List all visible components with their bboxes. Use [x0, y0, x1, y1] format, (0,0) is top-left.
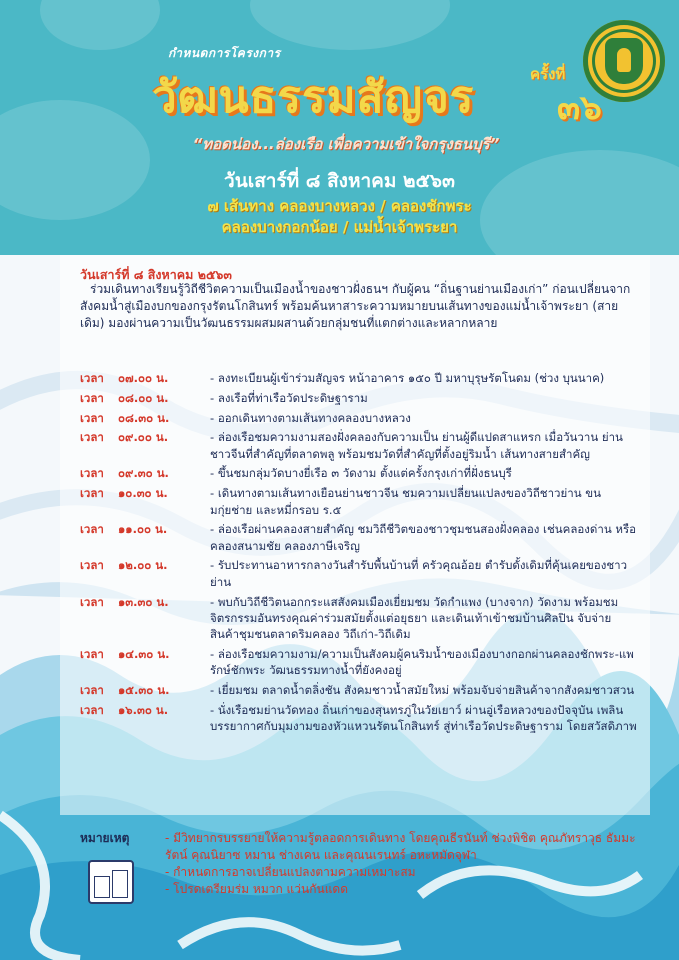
header-banner [0, 0, 679, 255]
schedule-item [80, 521, 640, 554]
schedule-item [80, 682, 640, 698]
schedule-item [80, 390, 640, 406]
schedule-time: ๑๒.๐๐ น. [118, 558, 168, 573]
date-heading: วันเสาร์ที่ ๘ สิงหาคม ๒๕๖๓ [80, 267, 232, 282]
program-label: กำหนดการโครงการ [168, 46, 281, 60]
intro-paragraph: ร่วมเดินทางเรียนรู้วิถีชีวิตความเป็นเมืองน้ำของชาวฝั่งธนฯ กับผู้คน “ถิ่นฐานย่านเมืองเก่า” ก่อนเปลี่ยนจากสังคมน้ำสู่เมืองบกของกรุงรัตนโกสินทร์ พร้อมค้นหาสาระความหมายบนเส้นทางของแม่น้ำเจ้าพระยา (สายเดิม) มองผ่านความเป็นวัฒนธรรมผสมผสานด้วยกลุ่มชนที่แตกต่างและหลากหลาย [80, 282, 631, 330]
main-content [0, 255, 679, 960]
note-item: - มีวิทยากรบรรยายให้ความรู้ตลอดการเดินทาง โดยคุณธีรนันท์ ช่วงพิชิต คุณภัทราวุธ ธัมมะรัตน์ คุณนิยาซ หมาน ช่างเคน และคุณนเรนทร์ อหะหมัดจุฬา [165, 830, 640, 864]
program-title: วัฒนธรรมสัญจร [152, 72, 475, 123]
round-number: ๓๖ [557, 88, 602, 128]
schedule-item [80, 557, 640, 590]
schedule-time: ๑๖.๓๐ น. [118, 702, 169, 717]
schedule-description: - รับประทานอาหารกลางวันสำรับพื้นบ้านที่ ครัวคุณอ้อย ตำรับดั้งเดิมที่คุ้นเคยของชาวย่าน [210, 557, 640, 590]
schedule-description: - ล่องเรือผ่านคลองสายสำคัญ ชมวิถีชีวิตของชาวชุมชนสองฝั่งคลอง เช่นคลองด่าน หรือคลองสนามชัย คลองภาษีเจริญ [210, 521, 640, 554]
program-subtitle: “ทอดน่อง...ล่องเรือ เพื่อความเข้าใจกรุงธนบุรี” [192, 135, 500, 153]
schedule-description: - ล่องเรือชมความงาม/ความเป็นสังคมผู้คนริมน้ำของเมืองบางกอกผ่านคลองชักพระ-แพรักษ์ชักพระ วัฒนธรรมทางน้ำที่ยังคงอยู่ [210, 646, 640, 679]
schedule-time: ๐๙.๐๐ น. [118, 430, 169, 445]
schedule-item [80, 594, 640, 643]
schedule-description: - ลงทะเบียนผู้เข้าร่วมสัญจร หน้าอาคาร ๑๕๐ ปี มหาบุรุษรัตโนดม (ช่วง บุนนาค) [210, 370, 640, 386]
schedule-time: ๑๓.๓๐ น. [118, 594, 169, 609]
schedule-item [80, 410, 640, 426]
schedule-description: - เดินทางตามเส้นทางเยือนย่านชาวจีน ชมความเปลี่ยนแปลงของวิถีชาวย่าน ขนมกุ่ยช่าย และหมี่กรอบ ร.๕ [210, 485, 640, 518]
time-label: เวลา [80, 558, 104, 573]
schedule-item [80, 465, 640, 481]
schedule-item [80, 429, 640, 462]
schedule-time: ๐๘.๐๐ น. [118, 390, 169, 405]
time-label: เวลา [80, 371, 104, 385]
time-label: เวลา [80, 646, 104, 661]
schedule-time: ๐๘.๓๐ น. [118, 410, 170, 425]
schedule-description: - นั่งเรือชมย่านวัดทอง ถิ่นเก่าของสุนทรภู่ในวัยเยาว์ ผ่านอู่เรือหลวงของปัจจุบัน เพลินบรรยากาศกับมุมงามของหัวแหวนรัตนโกสินทร์ สู่ท่าเรือวัดประดิษฐาราม โดยสวัสดิภาพ [210, 702, 640, 735]
schedule-item [80, 485, 640, 518]
schedule-description: - ขึ้นชมกลุ่มวัดบางยี่เรือ ๓ วัดงาม ตั้งแต่ครั้งกรุงเก่าที่ฝั่งธนบุรี [210, 465, 640, 481]
schedule-description: - ลงเรือที่ท่าเรือวัดประดิษฐาราม [210, 390, 640, 406]
schedule-time: ๐๙.๓๐ น. [118, 466, 169, 481]
time-label: เวลา [80, 466, 104, 481]
event-date: วันเสาร์ที่ ๘ สิงหาคม ๒๕๖๓ [224, 170, 455, 192]
schedule-time: ๑๔.๓๐ น. [118, 646, 170, 661]
art-culture-building-icon [88, 860, 134, 904]
schedule-description: - ล่องเรือชมความงามสองฝั่งคลองกับความเป็น ย่านผู้ดีแปดสาแหรก เมื่อวันวาน ย่านชาวจีนที่สำคัญที่ตลาดพลู พร้อมชมวัดที่สำคัญที่ตั้งอยู่ริมน้ำ เส้นทางสายสำคัญ [210, 429, 640, 462]
time-label: เวลา [80, 522, 104, 537]
route-line-1: ๗ เส้นทาง คลองบางหลวง / คลองชักพระ [207, 197, 472, 215]
time-label: เวลา [80, 683, 104, 698]
time-label: เวลา [80, 486, 104, 501]
schedule-item [80, 702, 640, 735]
schedule-description: - เยี่ยมชม ตลาดน้ำตลิ่งชัน สังคมชาวน้ำสมัยใหม่ พร้อมจับจ่ายสินค้าจากสังคมชาวสวน [210, 682, 640, 698]
schedule-item [80, 646, 640, 679]
note-item: - โปรดเตรียมร่ม หมวก แว่นกันแดด [165, 881, 640, 898]
schedule-description: - ออกเดินทางตามเส้นทางคลองบางหลวง [210, 410, 640, 426]
time-label: เวลา [80, 702, 104, 717]
schedule-time: ๑๑.๐๐ น. [118, 522, 168, 537]
schedule-description: - พบกับวิถีชีวิตนอกกระแสสังคมเมืองเยี่ยมชม วัดกำแพง (บางจาก) วัดงาม พร้อมชมจิตรกรรมอันทรงคุณค่าร่วมสมัยตั้งแต่อยุธยา และเดินเท้าเข้าชมบ้านศิลปิน จับจ่ายสินค้าชุมชนตลาดริมคลอง วิถีเก่า-วิถีเดิม [210, 594, 640, 643]
notes-items [165, 830, 640, 898]
time-label: เวลา [80, 430, 104, 445]
schedule-time: ๐๗.๐๐ น. [118, 371, 169, 385]
notes-label: หมายเหตุ [80, 831, 130, 845]
time-label: เวลา [80, 594, 104, 609]
time-label: เวลา [80, 410, 104, 425]
time-label: เวลา [80, 390, 104, 405]
schedule-item [80, 370, 640, 386]
note-item: - กำหนดการอาจเปลี่ยนแปลงตามความเหมาะสม [165, 864, 640, 881]
route-line-2: คลองบางกอกน้อย / แม่น้ำเจ้าพระยา [221, 218, 458, 236]
schedule-time: ๑๐.๓๐ น. [118, 486, 168, 501]
schedule-list [80, 370, 640, 738]
schedule-time: ๑๕.๓๐ น. [118, 683, 170, 698]
round-label: ครั้งที่ [530, 65, 566, 83]
